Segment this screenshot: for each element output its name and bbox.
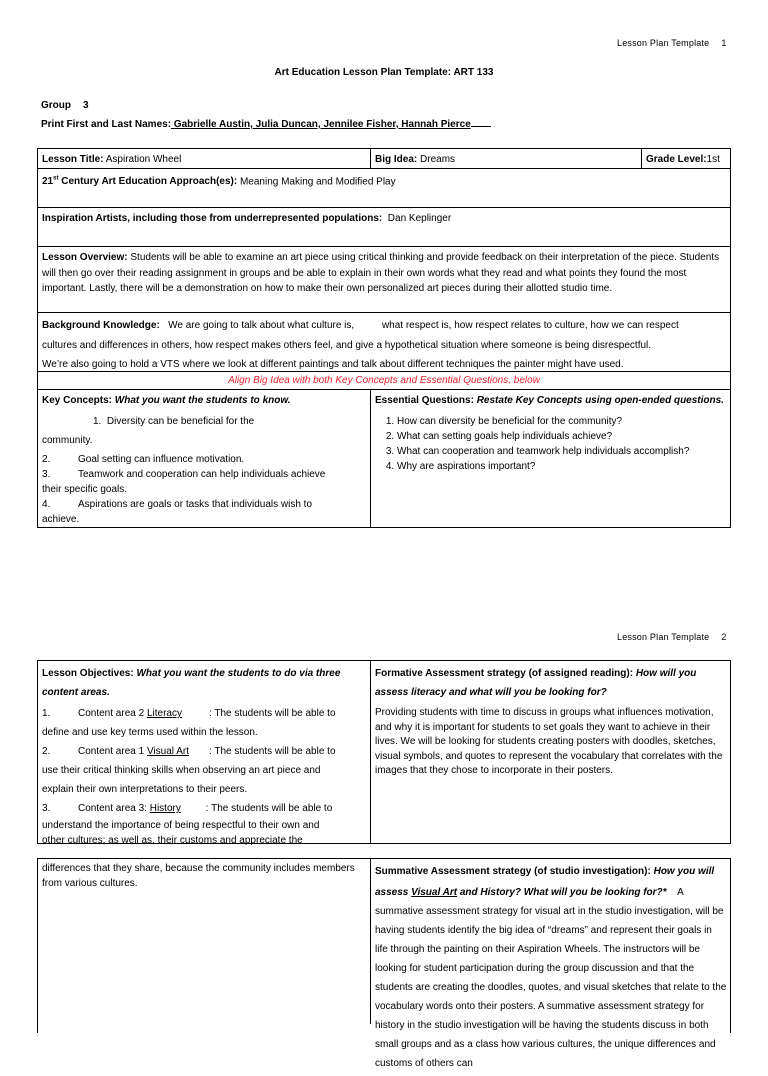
- running-header-page2: Lesson Plan Template 2: [617, 632, 727, 642]
- essential-questions-cell: Essential Questions: Restate Key Concepts using open-ended questions. 1. How can diversity be beneficial for the community? 2. What can setting goals help individuals achieve? 3. What can cooperation and teamwork help individuals accomplish? 4. Why are aspirations important?: [371, 390, 731, 477]
- formative-assessment-cell: Formative Assessment strategy (of assigned reading): How will you assess literacy and what will you be looking for? Providing students with time to discuss in groups what influences motivation, and why it is important for students to set goals they want to achieve in their lives. We will be looking for students creating posters with doodles, sketches, visual symbols, and quotes to represent the vocabulary that correlates with the images that they chose to incorporate in their posters.: [375, 668, 723, 776]
- lesson-overview-cell: Lesson Overview: Students will be able to examine an art piece using critical thinking and provide feedback on their interpretation of the piece. Students will then go over their reading assignment in groups and be able to explain in their own words what they read and what points they found the most important. Lastly, there will be a demonstration on how to make their own personalized art pieces during their allotted studio time.: [42, 252, 720, 294]
- background-knowledge-cell: Background Knowledge: We are going to talk about what culture is, what respect is, how respect relates to culture, how we can respect cultures and differences in others, how respect makes others feel, and give a hypothetical situation where someone is being disrespectful. We’re also going to hold a VTS where we look at different paintings and talk about different techniques the painter might have used.: [42, 320, 679, 370]
- alignment-note: Align Big Idea with both Key Concepts and Essential Questions, below: [228, 375, 540, 386]
- essential-question: 1. How can diversity be beneficial for the community?: [397, 414, 727, 429]
- essential-question: 2. What can setting goals help individuals achieve?: [397, 429, 727, 444]
- lesson-title-cell: Lesson Title: Aspiration Wheel: [42, 154, 182, 165]
- group-line: Group 3: [41, 100, 89, 111]
- document-title: Art Education Lesson Plan Template: ART 133: [274, 67, 494, 78]
- grade-level-cell: Grade Level:1st: [646, 154, 720, 165]
- lesson-objectives-cell: Lesson Objectives: What you want the students to do via three content areas. 1. Content area 2 Literacy : The students will be able to define and use key terms used within the lesson. 2. Content area 1 Visual Art : The students will be able to use their critical thinking skills when observing an art piece and explain their own interpretations to their peers. 3. Content area 3: History : The students will be able to understand the importance of being respectful to their own and other cultures; as well as, their customs and appreciate the: [42, 668, 341, 846]
- big-idea-cell: Big Idea: Dreams: [375, 154, 456, 165]
- approach-cell: 21st Century Art Education Approach(es): Meaning Making and Modified Play: [42, 176, 396, 188]
- running-header: Lesson Plan Template 1: [617, 38, 727, 48]
- key-concepts-cell: Key Concepts: What you want the students to know. 1. Diversity can be beneficial for the community. 2. Goal setting can influence motivation. 3. Teamwork and cooperation can help individuals achieve their specific goals. 4. Aspirations are goals or tasks that individuals wish to achieve.: [42, 395, 326, 525]
- summative-assessment-cell: Summative Assessment strategy (of studio investigation): How you will assess Visual Art and History? What will you be looking for?* A summative assessment strategy for visual art in the studio investigation, will be having students identify the big idea of “dreams” and represent their goals in life through the painting on their Aspiration Wheels. The instructors will be looking for student participation during the group discussion and that the students are creating the doodles, quotes, and visual sketches that relate to the vocabulary words onto their posters. A summative assessment strategy for history in the studio investigation will be having the students discuss in both small groups and as a class how various cultures, the unique differences and customs of others can: [375, 866, 727, 1069]
- names-line: Print First and Last Names: Gabrielle Austin, Julia Duncan, Jennilee Fisher, Hannah Pierce: [41, 116, 491, 130]
- essential-question: 4. Why are aspirations important?: [397, 459, 727, 474]
- objectives-continued-cell: differences that they share, because the community includes members from various cultures.: [42, 863, 355, 889]
- page-number: 1: [721, 38, 727, 48]
- inspiration-artists-cell: Inspiration Artists, including those from underrepresented populations: Dan Keplinger: [42, 213, 452, 224]
- page-number: 2: [721, 632, 727, 642]
- names-value: Gabrielle Austin, Julia Duncan, Jennilee Fisher, Hannah Pierce: [171, 119, 471, 130]
- essential-question: 3. What can cooperation and teamwork help individuals accomplish?: [397, 444, 727, 459]
